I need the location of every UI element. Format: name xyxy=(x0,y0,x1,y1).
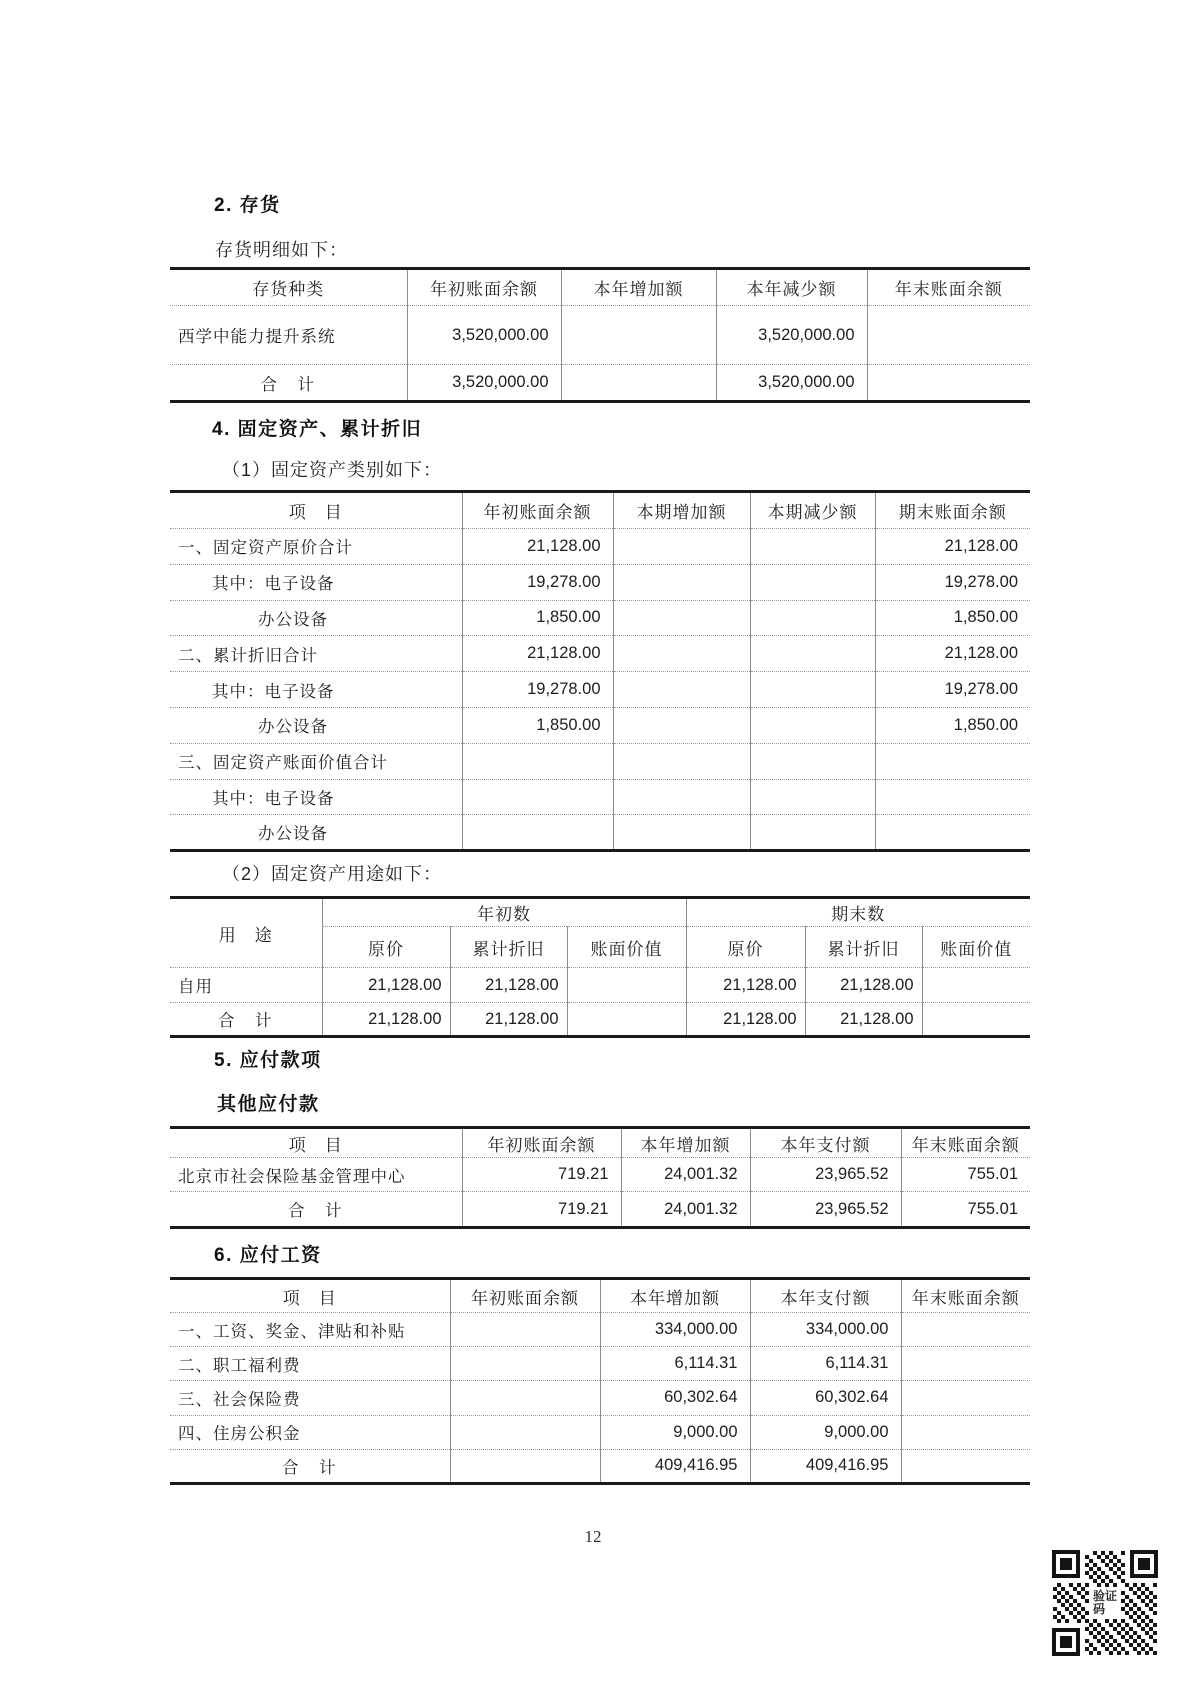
table-cell: 21,128.00 xyxy=(462,529,613,565)
col-header-item: 项 目 xyxy=(288,1135,343,1155)
table-cell: 合 计 xyxy=(170,1449,450,1483)
table-cell: 21,128.00 xyxy=(450,968,567,1003)
table-header-row xyxy=(170,269,1030,306)
table-row-total xyxy=(170,1003,1030,1037)
col-header-begin-balance: 年初账面余额 xyxy=(407,269,561,306)
table-cell: 21,128.00 xyxy=(686,968,805,1003)
col-header-year-decrease: 本年减少额 xyxy=(716,269,867,306)
table-cell xyxy=(450,1381,600,1415)
table-cell: 719.21 xyxy=(462,1192,621,1228)
table-cell xyxy=(875,743,1030,779)
table-header-row xyxy=(170,1279,1030,1313)
col-header-begin-balance: 年初账面余额 xyxy=(462,492,613,529)
table-cell: 四、住房公积金 xyxy=(170,1415,450,1449)
col-group-end-of-period: 期末数 xyxy=(686,898,1030,927)
qr-code xyxy=(1052,1550,1158,1656)
table-cell: 334,000.00 xyxy=(600,1313,750,1347)
table-cell: 北京市社会保险基金管理中心 xyxy=(170,1158,462,1192)
table-row xyxy=(170,815,1030,851)
table-cell: 409,416.95 xyxy=(750,1449,901,1483)
table-cell: 办公设备 xyxy=(170,707,462,743)
table-cell: 西学中能力提升系统 xyxy=(170,306,407,365)
table-cell xyxy=(750,600,875,636)
table-cell: 24,001.32 xyxy=(621,1158,750,1192)
table-cell xyxy=(613,564,750,600)
col-header-book-value: 账面价值 xyxy=(922,927,1030,968)
col-header-book-value: 账面价值 xyxy=(567,927,686,968)
table-cell xyxy=(462,815,613,851)
table-cell: 3,520,000.00 xyxy=(407,365,561,402)
table-row xyxy=(170,600,1030,636)
table-cell: 24,001.32 xyxy=(621,1192,750,1228)
col-header-inventory-type: 存货种类 xyxy=(252,280,325,299)
table-cell xyxy=(901,1313,1030,1347)
table-cell xyxy=(867,365,1030,402)
table-cell: 自用 xyxy=(170,968,322,1003)
inventory-intro-text: 存货明细如下： xyxy=(215,240,348,260)
col-header-item: 项 目 xyxy=(288,503,343,522)
table-row xyxy=(170,306,1030,365)
table-cell xyxy=(750,815,875,851)
table-cell: 334,000.00 xyxy=(750,1313,901,1347)
col-header-end-balance: 年末账面余额 xyxy=(901,1279,1030,1313)
table-row xyxy=(170,707,1030,743)
table-cell: 21,128.00 xyxy=(322,968,450,1003)
table-cell xyxy=(875,779,1030,815)
table-row xyxy=(170,1347,1030,1381)
table-cell: 办公设备 xyxy=(170,815,462,851)
table-cell: 60,302.64 xyxy=(750,1381,901,1415)
table-cell: 755.01 xyxy=(901,1158,1030,1192)
col-header-usage: 用 途 xyxy=(170,898,322,968)
col-header-year-increase: 本年增加额 xyxy=(561,269,716,306)
table-header-row xyxy=(170,1128,1030,1158)
col-header-year-paid: 本年支付额 xyxy=(750,1279,901,1313)
table-cell: 23,965.52 xyxy=(750,1158,901,1192)
table-cell: 21,128.00 xyxy=(875,529,1030,565)
table-cell: 19,278.00 xyxy=(875,564,1030,600)
table-header-row xyxy=(170,492,1030,529)
table-cell xyxy=(567,1003,686,1037)
table-cell: 9,000.00 xyxy=(750,1415,901,1449)
table-cell xyxy=(613,815,750,851)
subheading-other-payables: 其他应付款 xyxy=(217,1094,320,1115)
section-heading-wages: 6. 应付工资 xyxy=(214,1245,322,1266)
fixed-assets-note-2: （2）固定资产用途如下： xyxy=(222,864,443,884)
table-cell: 3,520,000.00 xyxy=(716,365,867,402)
table-row-total xyxy=(170,365,1030,402)
section-heading-payables: 5. 应付款项 xyxy=(214,1050,322,1071)
qr-finder-icon xyxy=(1052,1550,1080,1578)
table-cell xyxy=(901,1347,1030,1381)
table-cell: 755.01 xyxy=(901,1192,1030,1228)
table-row xyxy=(170,529,1030,565)
col-header-year-paid: 本年支付额 xyxy=(750,1128,901,1158)
table-cell xyxy=(750,564,875,600)
table-cell: 3,520,000.00 xyxy=(407,306,561,365)
table-cell xyxy=(901,1415,1030,1449)
table-row xyxy=(170,672,1030,708)
table-cell xyxy=(750,779,875,815)
table-cell: 409,416.95 xyxy=(600,1449,750,1483)
page-number: 12 xyxy=(584,1527,602,1546)
table-row xyxy=(170,1381,1030,1415)
inventory-table xyxy=(170,267,1030,403)
col-header-year-increase: 本年增加额 xyxy=(600,1279,750,1313)
col-header-end-balance: 年末账面余额 xyxy=(901,1128,1030,1158)
table-cell xyxy=(867,306,1030,365)
table-cell xyxy=(561,306,716,365)
qr-label-line2: 码 xyxy=(1092,1602,1106,1616)
fixed-asset-usage-table xyxy=(170,896,1030,1038)
table-row xyxy=(170,1415,1030,1449)
table-cell: 二、职工福利费 xyxy=(170,1347,450,1381)
table-cell xyxy=(750,636,875,672)
table-cell xyxy=(462,779,613,815)
table-cell: 21,128.00 xyxy=(805,1003,922,1037)
table-cell xyxy=(450,1449,600,1483)
fixed-assets-note-1: （1）固定资产类别如下： xyxy=(222,460,443,480)
qr-center-label xyxy=(1091,1589,1119,1617)
col-header-begin-balance: 年初账面余额 xyxy=(450,1279,600,1313)
table-cell xyxy=(613,672,750,708)
table-cell: 719.21 xyxy=(462,1158,621,1192)
table-header-row xyxy=(170,898,1030,927)
table-cell: 合 计 xyxy=(170,1003,322,1037)
table-cell: 60,302.64 xyxy=(600,1381,750,1415)
table-cell xyxy=(750,672,875,708)
table-cell xyxy=(750,707,875,743)
qr-finder-icon xyxy=(1130,1550,1158,1578)
table-cell xyxy=(750,743,875,779)
table-cell: 一、工资、奖金、津贴和补贴 xyxy=(170,1313,450,1347)
table-cell: 6,114.31 xyxy=(750,1347,901,1381)
table-cell xyxy=(613,529,750,565)
table-cell: 21,128.00 xyxy=(686,1003,805,1037)
col-header-original-cost: 原价 xyxy=(686,927,805,968)
col-header-period-decrease: 本期减少额 xyxy=(750,492,875,529)
other-payables-table xyxy=(170,1126,1030,1229)
col-header-item: 项 目 xyxy=(282,1288,337,1308)
table-cell: 19,278.00 xyxy=(875,672,1030,708)
section-heading-inventory: 2. 存货 xyxy=(214,195,281,216)
table-row xyxy=(170,968,1030,1003)
table-cell xyxy=(450,1347,600,1381)
table-cell: 合 计 xyxy=(170,365,407,402)
table-cell xyxy=(613,743,750,779)
col-header-original-cost: 原价 xyxy=(322,927,450,968)
table-cell: 1,850.00 xyxy=(875,600,1030,636)
table-cell xyxy=(613,707,750,743)
table-cell: 21,128.00 xyxy=(322,1003,450,1037)
qr-label-line1: 验证 xyxy=(1092,1589,1118,1603)
table-row-total xyxy=(170,1449,1030,1483)
table-cell: 21,128.00 xyxy=(462,636,613,672)
table-cell xyxy=(613,636,750,672)
table-cell: 一、固定资产原价合计 xyxy=(170,529,462,565)
table-cell: 9,000.00 xyxy=(600,1415,750,1449)
table-row xyxy=(170,1313,1030,1347)
table-cell: 21,128.00 xyxy=(875,636,1030,672)
table-row xyxy=(170,564,1030,600)
col-header-year-increase: 本年增加额 xyxy=(621,1128,750,1158)
table-cell: 其中：电子设备 xyxy=(170,564,462,600)
table-cell: 21,128.00 xyxy=(450,1003,567,1037)
table-cell xyxy=(613,779,750,815)
table-cell xyxy=(561,365,716,402)
table-cell: 6,114.31 xyxy=(600,1347,750,1381)
table-cell xyxy=(922,968,1030,1003)
table-row xyxy=(170,1158,1030,1192)
table-cell: 23,965.52 xyxy=(750,1192,901,1228)
table-row xyxy=(170,779,1030,815)
table-cell xyxy=(901,1381,1030,1415)
payable-wages-table xyxy=(170,1277,1030,1485)
col-header-period-increase: 本期增加额 xyxy=(613,492,750,529)
col-header-accumulated-depreciation: 累计折旧 xyxy=(450,927,567,968)
table-cell: 3,520,000.00 xyxy=(716,306,867,365)
table-cell: 二、累计折旧合计 xyxy=(170,636,462,672)
table-cell: 其中：电子设备 xyxy=(170,779,462,815)
table-cell xyxy=(450,1313,600,1347)
table-cell: 1,850.00 xyxy=(462,600,613,636)
col-header-end-balance: 期末账面余额 xyxy=(875,492,1030,529)
table-row xyxy=(170,636,1030,672)
section-heading-fixed-assets: 4. 固定资产、累计折旧 xyxy=(212,419,423,440)
table-cell: 19,278.00 xyxy=(462,564,613,600)
table-cell xyxy=(613,600,750,636)
table-cell: 1,850.00 xyxy=(462,707,613,743)
table-cell xyxy=(567,968,686,1003)
table-cell: 21,128.00 xyxy=(805,968,922,1003)
table-cell: 合 计 xyxy=(170,1192,462,1228)
col-header-end-balance: 年末账面余额 xyxy=(867,269,1030,306)
table-cell: 1,850.00 xyxy=(875,707,1030,743)
table-cell xyxy=(875,815,1030,851)
table-cell: 办公设备 xyxy=(170,600,462,636)
table-cell xyxy=(922,1003,1030,1037)
table-cell xyxy=(462,743,613,779)
table-cell xyxy=(450,1415,600,1449)
table-row-total xyxy=(170,1192,1030,1228)
col-group-begin-of-year: 年初数 xyxy=(322,898,686,927)
table-cell: 三、固定资产账面价值合计 xyxy=(170,743,462,779)
col-header-accumulated-depreciation: 累计折旧 xyxy=(805,927,922,968)
table-row xyxy=(170,743,1030,779)
table-cell: 其中：电子设备 xyxy=(170,672,462,708)
table-cell xyxy=(901,1449,1030,1483)
fixed-asset-category-table xyxy=(170,490,1030,852)
col-header-begin-balance: 年初账面余额 xyxy=(462,1128,621,1158)
table-cell xyxy=(750,529,875,565)
table-cell: 19,278.00 xyxy=(462,672,613,708)
qr-finder-icon xyxy=(1052,1628,1080,1656)
table-cell: 三、社会保险费 xyxy=(170,1381,450,1415)
